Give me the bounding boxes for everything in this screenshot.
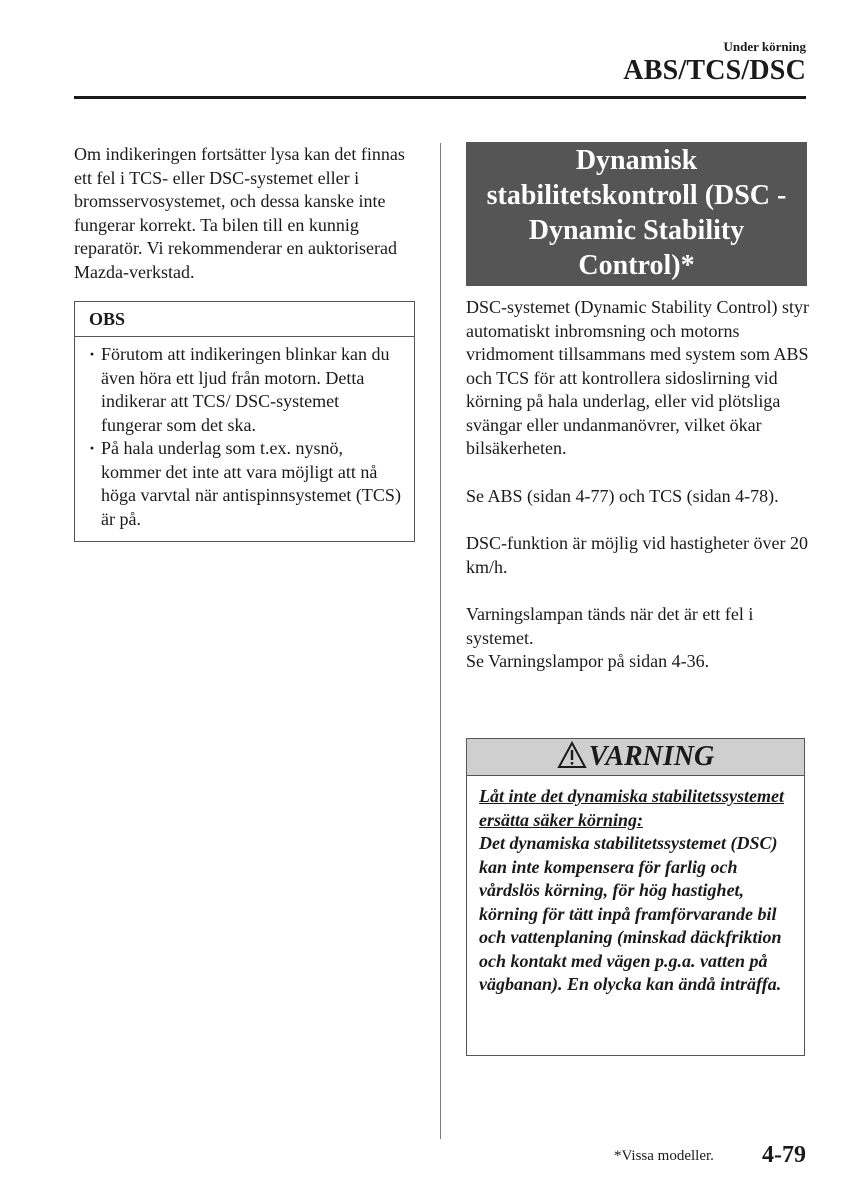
header-divider	[74, 96, 806, 99]
obs-item: · På hala underlag som t.ex. nysnö, kommer det inte att vara möjligt att nå höga varvtal när antispinnsystemet (TCS) är på.	[89, 437, 404, 531]
abs-tcs-reference: Se ABS (sidan 4-77) och TCS (sidan 4-78).	[466, 485, 779, 506]
warning-body	[467, 776, 804, 997]
column-divider	[440, 143, 441, 1139]
warning-text: Det dynamiska stabilitetssystemet (DSC) kan inte kompensera för farlig och vårdslös körning, för hög hastighet, körning för tätt inpå framförvarande bil och vattenplaning (minskad däckfriktion och kontakt med vägen p.g.a. vatten på vägbanan). En olycka kan ändå inträffa.	[479, 833, 782, 994]
footnote: *Vissa modeller.	[614, 1148, 714, 1164]
obs-title: OBS	[75, 302, 414, 337]
right-column	[466, 296, 811, 674]
obs-list	[75, 337, 414, 541]
warning-lead: Låt inte det dynamiska stabilitetssystemet ersätta säker körning:	[479, 786, 784, 830]
left-column	[74, 143, 419, 284]
warning-lamp-note: Varningslampan tänds när det är ett fel i systemet.	[466, 604, 754, 648]
obs-note-box	[74, 301, 415, 542]
section-label: Under körning	[723, 39, 806, 54]
intro-paragraph: Om indikeringen fortsätter lysa kan det finnas ett fel i TCS- eller DSC-systemet eller i bromsservosystemet, och dessa kanske inte fungerar korrekt. Ta bilen till en kunnig reparatör. Vi rekommenderar en auktoriserad Mazda-verkstad.	[74, 144, 405, 282]
dsc-section-heading: Dynamisk stabilitetskontroll (DSC - Dynamic Stability Control)*	[466, 142, 807, 286]
warning-header	[467, 739, 804, 776]
warning-title: VARNING	[588, 741, 715, 772]
page-title: ABS/TCS/DSC	[623, 55, 806, 86]
warning-triangle-icon	[557, 741, 587, 769]
dsc-description: DSC-systemet (Dynamic Stability Control) styr automatiskt inbromsning och motorns vridmoment tillsammans med system som ABS och TCS för att kontrollera sidoslirning vid körning på hala underlag, eller vid plötsliga svängar eller undanmanövrer, vilket ökar bilsäkerheten.	[466, 297, 809, 458]
dsc-speed-note: DSC-funktion är möjlig vid hastigheter över 20 km/h.	[466, 533, 808, 577]
obs-item: · Förutom att indikeringen blinkar kan du även höra ett ljud från motorn. Detta indikerar att TCS/ DSC-systemet fungerar som det ska.	[89, 343, 404, 437]
page-number: 4-79	[762, 1142, 806, 1168]
warning-lamp-reference: Se Varningslampor på sidan 4-36.	[466, 651, 710, 671]
warning-box	[466, 738, 805, 1056]
